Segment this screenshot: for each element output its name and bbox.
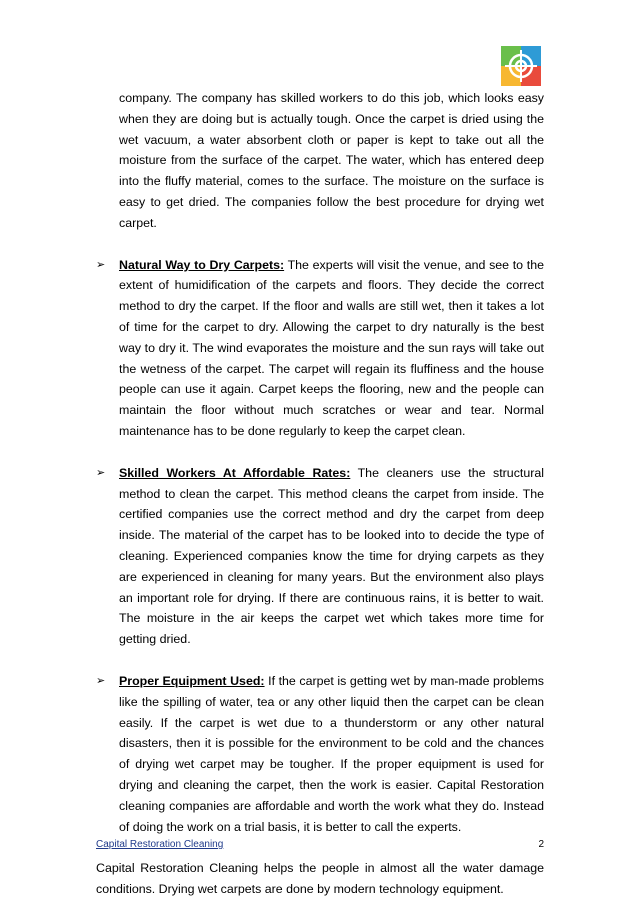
footer-company-link[interactable]: Capital Restoration Cleaning bbox=[96, 839, 224, 850]
arrow-bullet-icon: ➢ bbox=[96, 257, 106, 271]
bullet-body: The cleaners use the structural method to clean the carpet. This method cleans the carpet from inside. The certified companies use the correct method and dry the carpet from deep inside. The material of the carpet has to be looked into to decide the type of cleaning. Experienced companies know the time for drying carpets as they are experienced in cleaning for many years. But the environment also plays an important role for drying. If there are continuous rains, it is better to wait. The moisture in the air keeps the carpet wet which takes more time for getting dried. bbox=[119, 465, 544, 647]
bullet-body: If the carpet is getting wet by man-made problems like the spilling of water, tea or any other liquid then the carpet can be clean easily. If the carpet is wet due to a thunderstorm or any other natural disasters, then it is possible for the environment to be cold and the chances of drying wet carpet may be tougher. If the proper equipment is used for drying and cleaning the carpet, then the work is easier. Capital Restoration cleaning companies are affordable and worth the work what they do. Instead of doing the work on a trial basis, it is better to call the experts. bbox=[119, 673, 545, 834]
bullet-skilled-workers bbox=[96, 463, 544, 650]
arrow-bullet-icon: ➢ bbox=[96, 465, 106, 479]
bullet-proper-equipment bbox=[96, 671, 544, 837]
document-body bbox=[96, 88, 544, 900]
bullet-natural-way bbox=[96, 255, 544, 442]
bullet-heading: Skilled Workers At Affordable Rates: bbox=[119, 465, 351, 480]
page-footer bbox=[96, 838, 544, 852]
page-number: 2 bbox=[538, 839, 544, 850]
bullet-body: The experts will visit the venue, and see to the extent of humidification of the carpets and floors. They decide the correct method to dry the carpet. If the floor and walls are still wet, then it takes a lot of time for the carpet to dry. Allowing the carpet to dry naturally is the best way to dry it. The wind evaporates the moisture and the sun rays will take out the wetness of the carpet. The carpet will regain its fluffiness and the house people can use it again. Carpet keeps the flooring, new and the people can maintain the floor without much scratches or wear and tear. Normal maintenance has to be done regularly to keep the carpet clean. bbox=[119, 257, 544, 438]
bullet-heading: Proper Equipment Used: bbox=[119, 673, 265, 688]
target-logo-icon bbox=[501, 46, 541, 86]
closing-paragraph: Capital Restoration Cleaning helps the people in almost all the water damage conditions. Drying wet carpets are done by modern technology equipment. bbox=[96, 861, 544, 897]
arrow-bullet-icon: ➢ bbox=[96, 673, 106, 687]
bullet-heading: Natural Way to Dry Carpets: bbox=[119, 257, 285, 272]
intro-paragraph: company. The company has skilled workers to do this job, which looks easy when they are doing but is actually tough. Once the carpet is dried using the wet vacuum, a water absorbent cloth or paper is kept to take out all the moisture from the surface of the carpet. The water, which has entered deep into the fluffy material, comes to the surface. The moisture on the surface is easy to get dried. The companies follow the best procedure for drying wet carpet. bbox=[119, 91, 544, 230]
